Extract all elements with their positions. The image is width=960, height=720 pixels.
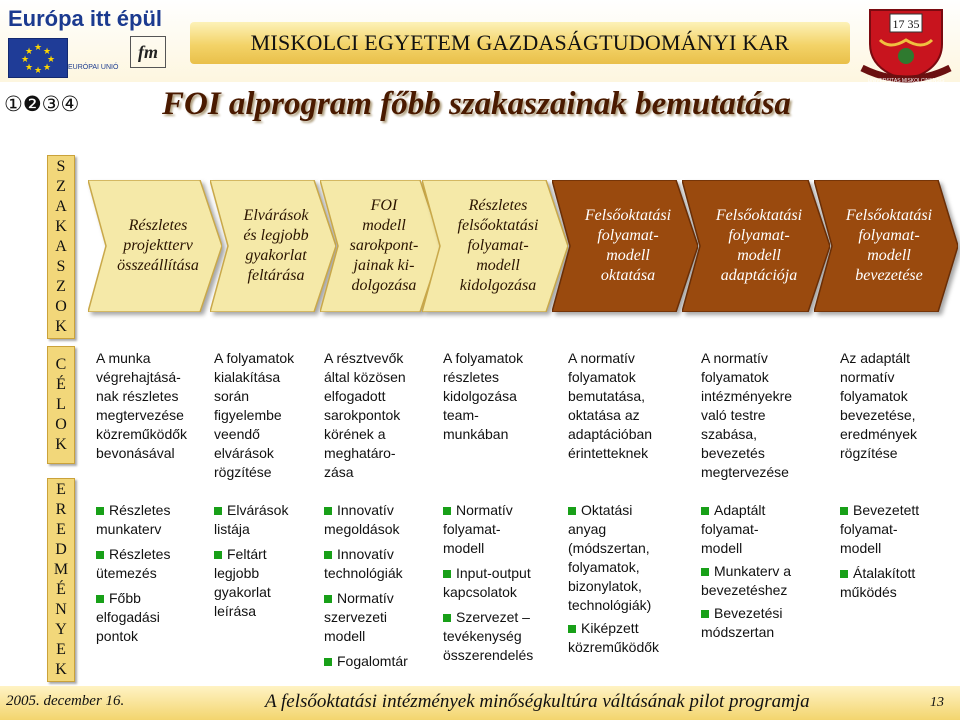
goal-1: A munka végrehajtásá- nak részletes megtervezése közreműködők bevonásával (96, 350, 188, 461)
eu-logo-text: Európa itt épül (8, 6, 162, 31)
result-item: Kiképzett közreműködők (568, 620, 660, 655)
results-7 (840, 501, 919, 602)
goal-5: A normatív folyamatok bemutatása, oktatása az adaptációban érintetteknek (568, 350, 653, 461)
phase-chevron-2: Elvárások és legjobb gyakorlat feltárása (210, 180, 336, 312)
results-6 (701, 501, 791, 642)
result-item: Részletes munkaterv (96, 502, 171, 537)
fm-logo: fm (130, 36, 166, 68)
result-item: Szervezet – tevékenység összerendelés (443, 609, 534, 663)
row-label-celok: C É L O K (47, 346, 75, 464)
results-1 (96, 501, 170, 646)
result-item: Főbb elfogadási pontok (96, 589, 170, 646)
result-item: Normatív szervezeti modell (324, 589, 408, 646)
results-4 (443, 501, 533, 665)
result-item: Oktatási anyag (módszertan, folyamatok, bizonylatok, technológiák) (568, 501, 659, 615)
result-item: Munkaterv a bevezetéshez (701, 563, 792, 598)
goal-6: A normatív folyamatok intézményekre való testre szabása, bevezetés megtervezése (701, 350, 793, 480)
row-label-szakaszok: S Z A K A S Z O K (47, 155, 75, 339)
phase-chevron-3: FOI modell sarokpont- jainak ki- dolgozása (320, 180, 442, 312)
eu-flag-icon: ★ ★ ★ ★ ★ ★ ★ ★ (8, 38, 68, 78)
footer-text: A felsőoktatási intézmények minőségkultúra váltásának pilot programja (265, 691, 810, 712)
slide-title: FOI alprogram főbb szakaszainak bemutatása (162, 86, 791, 122)
result-item: Feltárt legjobb gyakorlat leírása (214, 545, 288, 621)
university-title-bar (190, 22, 850, 64)
crest-year: 17 35 (892, 17, 920, 31)
goal-7: Az adaptált normatív folyamatok bevezetése, eredmények rögzítése (840, 350, 918, 461)
result-item: Bevezetett folyamat- modell (840, 502, 920, 556)
result-item: Bevezetési módszertan (701, 604, 791, 642)
university-title: MISKOLCI EGYETEM GAZDASÁGTUDOMÁNYI KAR (250, 30, 790, 55)
phase-chevron-4: Részletes felsőoktatási folyamat- modell kidolgozása (422, 180, 568, 312)
page-number: 13 (930, 695, 944, 710)
footer-date: 2005. december 16. (6, 693, 125, 709)
result-item: Normatív folyamat- modell (443, 501, 533, 558)
phase-chevron-6: Felsőoktatási folyamat- modell adaptációja (682, 180, 830, 312)
crest-ribbon-text: UNIVERSITAS MISKOLCINENSIS (867, 78, 945, 84)
goal-2: A folyamatok kialakítása során figyelembe veendő elvárások rögzítése (214, 350, 295, 480)
goal-3: A résztvevők által közösen elfogadott sarokpontok körének a meghatáro- zása (324, 350, 406, 480)
results-3 (324, 501, 408, 671)
phase-chevron-5: Felsőoktatási folyamat- modell oktatása (552, 180, 698, 312)
result-item: Adaptált folyamat- modell (701, 501, 791, 558)
university-crest-icon (856, 4, 956, 86)
row-label-eredmenyek: E R E D M É N Y E K (47, 478, 75, 682)
result-item: Input-output kapcsolatok (443, 564, 533, 602)
phase-chevron-1: Részletes projektterv összeállítása (88, 180, 222, 312)
phase-chevron-7: Felsőoktatási folyamat- modell bevezetése (814, 180, 958, 312)
goal-4: A folyamatok részletes kidolgozása team- munkában (443, 350, 524, 442)
result-item: Elvárások listája (214, 502, 289, 537)
result-item: Átalakított működés (840, 564, 919, 602)
result-item: Innovatív megoldások (324, 501, 408, 539)
result-item: Fogalomtár (324, 652, 408, 671)
results-2 (214, 501, 288, 621)
result-item: Részletes ütemezés (96, 546, 171, 581)
results-5 (568, 501, 659, 657)
result-item: Innovatív technológiák (324, 545, 408, 583)
step-numbers: ①❷③④ (4, 92, 80, 116)
eu-logo-subtext: EURÓPAI UNIÓ (68, 64, 119, 71)
